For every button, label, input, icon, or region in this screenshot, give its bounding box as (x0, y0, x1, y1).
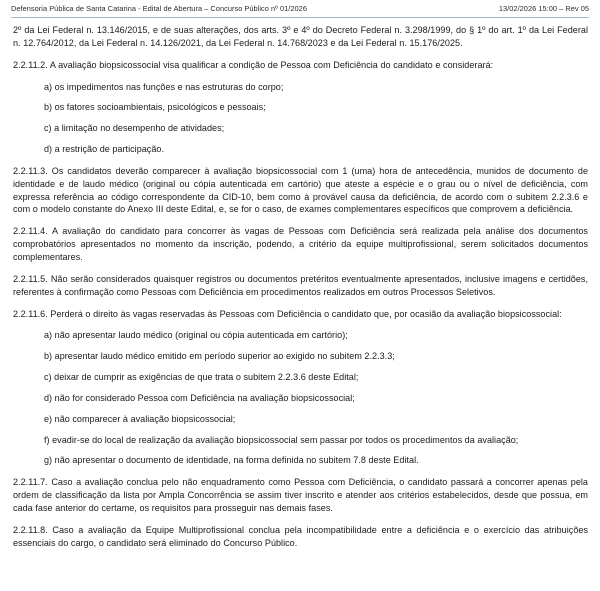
list-item: f) evadir-se do local de realização da avaliação biopsicossocial sem passar por todos os procedimentos da avaliação; (44, 434, 519, 445)
paragraph: 2.2.11.7. Caso a avaliação conclua pelo não enquadramento como Pessoa com Deficiência, o candidato passará a concorrer apenas pela ordem de classificação da lista por Ampla Concorrência se assim tiver inscrito e atender aos critérios estabelecidos, desde que possua, em cada fase anterior do certame, os requisitos para prosseguir nas demais fases. (13, 477, 588, 513)
paragraph: 2.2.11.3. Os candidatos deverão comparecer à avaliação biopsicossocial com 1 (uma) hora de antecedência, munidos de documento de identidade e de laudo médico (original ou cópia autenticada em cartório) que ateste a espécie e o grau ou o nível de deficiência, com expressa referência ao código correspondente da CID-10, bem como à provável causa da deficiência, de acordo com o subitem 2.2.3.6 e com o modelo constante do Anexo III deste Edital, e, se for o caso, de exames complementares específicos que comprovem a deficiência. (13, 165, 588, 215)
document-page (0, 4, 600, 591)
paragraph: 2.2.11.4. A avaliação do candidato para concorrer às vagas de Pessoas com Deficiência será realizada pela análise dos documentos comprobatórios apresentados no momento da inscrição, podendo, a critério da equipe multiprofissional, serem solicitados documentos complementares. (13, 226, 588, 262)
paragraph: 2.2.11.8. Caso a avaliação da Equipe Multiprofissional conclua pela incompatibilidade entre a deficiência e o exercício das atribuições essenciais do cargo, o candidato será eliminado do Concurso Público. (13, 524, 588, 548)
list-item: a) os impedimentos nas funções e nas estruturas do corpo; (44, 81, 284, 92)
paragraph: 2.2.11.5. Não serão considerados quaisquer registros ou documentos pretéritos eventualmente apresentados, inclusive imagens e certidões, referentes à confirmação como Pessoas com Deficiência em procedimentos realizados em outros Processos Seletivos. (13, 273, 588, 297)
list-item: d) não for considerado Pessoa com Deficiência na avaliação biopsicossocial; (44, 392, 355, 403)
list-item: b) os fatores socioambientais, psicológicos e pessoais; (44, 102, 266, 113)
page-header (11, 4, 589, 18)
header-revision: 13/02/2026 15:00 – Rev 05 (498, 4, 589, 13)
list-item: d) a restrição de participação. (44, 144, 165, 155)
list-item: b) apresentar laudo médico emitido em período superior ao exigido no subitem 2.2.3.3; (44, 351, 395, 362)
header-title: Defensoria Pública de Santa Catarina - Edital de Abertura – Concurso Público nº 01/2026 (11, 4, 307, 13)
document-body (13, 18, 588, 549)
paragraph: 2.2.11.2. A avaliação biopsicossocial visa qualificar a condição de Pessoa com Deficiência do candidato e considerará: (13, 59, 494, 70)
paragraph: 2.2.11.6. Perderá o direito às vagas reservadas às Pessoas com Deficiência o candidato que, por ocasião da avaliação biopsicossocial: (13, 308, 562, 319)
list-item: a) não apresentar laudo médico (original ou cópia autenticada em cartório); (44, 330, 348, 341)
list-item: c) a limitação no desempenho de atividades; (44, 123, 225, 134)
paragraph: 2º da Lei Federal n. 13.146/2015, e de suas alterações, dos arts. 3º e 4º do Decreto Federal n. 3.298/1999, do § 1º do art. 1º da Lei Federal n. 12.764/2012, da Lei Federal n. 14.126/2021, da Lei Federal n. 14.768/2023 e da Lei Federal n. 15.176/2025. (13, 25, 588, 48)
list-item: e) não comparecer à avaliação biopsicossocial; (44, 413, 236, 424)
list-item: g) não apresentar o documento de identidade, na forma definida no subitem 7.8 deste Edital. (44, 455, 419, 466)
list-item: c) deixar de cumprir as exigências de que trata o subitem 2.2.3.6 deste Edital; (44, 372, 359, 383)
